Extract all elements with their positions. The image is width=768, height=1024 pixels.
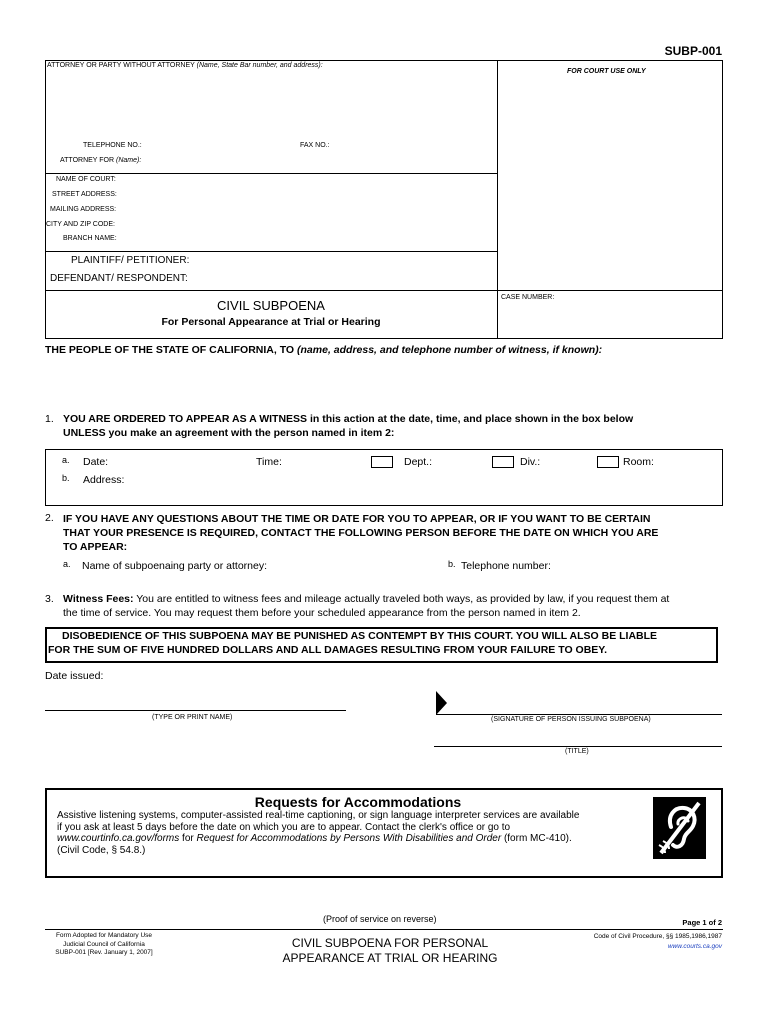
div-label: Div.: bbox=[520, 456, 541, 468]
item2-line1: IF YOU HAVE ANY QUESTIONS ABOUT THE TIME OR DATE FOR YOU TO APPEAR, OR IF YOU WANT TO BE CERTAIN bbox=[63, 513, 651, 525]
dept-checkbox[interactable] bbox=[371, 456, 393, 468]
form-title: CIVIL SUBPOENA bbox=[217, 298, 325, 313]
date-issued-label: Date issued: bbox=[45, 670, 104, 682]
item2-a: a. bbox=[63, 559, 71, 569]
accommodations-form-ref: (form MC-410). bbox=[501, 833, 572, 844]
defendant-label: DEFENDANT/ RESPONDENT: bbox=[50, 273, 188, 284]
court-use-label: FOR COURT USE ONLY bbox=[567, 68, 646, 75]
time-label: Time: bbox=[256, 456, 282, 468]
item1-b: b. bbox=[62, 473, 70, 483]
item2-b-text: Telephone number: bbox=[461, 560, 551, 572]
name-of-court-label: NAME OF COURT: bbox=[56, 176, 116, 183]
witness-fees-label: Witness Fees: bbox=[63, 593, 134, 605]
attorney-for-hint: (Name): bbox=[116, 157, 142, 164]
footer-code-text: Code of Civil Procedure, §§ 1985,1986,1987 bbox=[593, 933, 722, 940]
footer-adopted-line2: Judicial Council of California bbox=[63, 940, 145, 948]
footer-title-line2: APPEARANCE AT TRIAL OR HEARING bbox=[282, 951, 498, 965]
form-subtitle: For Personal Appearance at Trial or Hearing bbox=[161, 316, 381, 328]
mailing-address-label: MAILING ADDRESS: bbox=[50, 206, 117, 213]
item1-number: 1. bbox=[45, 413, 54, 425]
telephone-label: TELEPHONE NO.: bbox=[83, 142, 142, 149]
courts-website-link[interactable]: www.courts.ca.gov bbox=[667, 943, 722, 950]
case-number-label: CASE NUMBER: bbox=[501, 294, 555, 301]
item2-number: 2. bbox=[45, 512, 54, 524]
footer-title bbox=[230, 936, 550, 966]
accommodations-line2: if you ask at least 5 days before the date on which you are to appear. Contact the clerk's office or go to bbox=[57, 821, 511, 833]
dept-label: Dept.: bbox=[404, 456, 433, 468]
hearing-assistance-icon bbox=[653, 797, 706, 859]
footer-rule bbox=[45, 929, 723, 930]
accommodations-text bbox=[57, 810, 579, 856]
item2-line2: THAT YOUR PRESENCE IS REQUIRED, CONTACT THE FOLLOWING PERSON BEFORE THE DATE ON WHICH YOU ARE bbox=[63, 527, 659, 539]
fax-label: FAX NO.: bbox=[300, 142, 330, 149]
page-number: Page 1 of 2 bbox=[682, 918, 722, 927]
courtinfo-link[interactable]: www.courtinfo.ca.gov/forms bbox=[57, 833, 180, 844]
address-label: Address: bbox=[83, 474, 125, 486]
accommodations-line3 bbox=[57, 833, 579, 845]
item3-number: 3. bbox=[45, 593, 54, 605]
room-label: Room: bbox=[623, 456, 654, 468]
people-line-hint: (name, address, and telephone number of witness, if known): bbox=[297, 344, 603, 356]
branch-name-label: BRANCH NAME: bbox=[63, 235, 117, 242]
footer-adopted-line3: SUBP-001 [Rev. January 1, 2007] bbox=[55, 949, 153, 956]
footer-title-line1: CIVIL SUBPOENA FOR PERSONAL bbox=[291, 936, 489, 950]
title-line[interactable] bbox=[434, 746, 722, 747]
attorney-header bbox=[47, 62, 323, 69]
title-label: (TITLE) bbox=[565, 748, 589, 755]
footer-code bbox=[594, 932, 722, 952]
attorney-header-hint: (Name, State Bar number, and address): bbox=[196, 62, 323, 69]
attorney-header-label: ATTORNEY OR PARTY WITHOUT ATTORNEY bbox=[47, 62, 195, 69]
rule-attorney bbox=[45, 173, 497, 174]
form-id: SUBP-001 bbox=[664, 44, 722, 58]
item1-line2: UNLESS you make an agreement with the person named in item 2: bbox=[63, 427, 395, 439]
people-line-text: THE PEOPLE OF THE STATE OF CALIFORNIA, TO bbox=[45, 344, 298, 356]
item2-b: b. bbox=[448, 559, 456, 569]
item1-line1: YOU ARE ORDERED TO APPEAR AS A WITNESS in this action at the date, time, and place shown in the box below bbox=[63, 413, 634, 425]
rule-parties bbox=[45, 290, 723, 291]
plaintiff-label: PLAINTIFF/ PETITIONER: bbox=[71, 255, 190, 266]
type-name-label: (TYPE OR PRINT NAME) bbox=[152, 714, 233, 721]
attorney-for-label bbox=[60, 157, 141, 164]
accommodations-line4: (Civil Code, § 54.8.) bbox=[57, 844, 146, 856]
accommodations-line1: Assistive listening systems, computer-assisted real-time captioning, or sign language interpreter services are available bbox=[57, 810, 580, 821]
type-name-line bbox=[45, 710, 346, 711]
item1-a: a. bbox=[62, 455, 70, 465]
item3-line1-wrap bbox=[63, 593, 669, 605]
item2-line3: TO APPEAR: bbox=[63, 541, 128, 553]
warning-line2: FOR THE SUM OF FIVE HUNDRED DOLLARS AND ALL DAMAGES RESULTING FROM YOUR FAILURE TO OBEY. bbox=[48, 644, 608, 656]
footer-adopted bbox=[45, 932, 163, 958]
signature-label: (SIGNATURE OF PERSON ISSUING SUBPOENA) bbox=[491, 716, 651, 723]
warning-line1: DISOBEDIENCE OF THIS SUBPOENA MAY BE PUNISHED AS CONTEMPT BY THIS COURT. YOU WILL ALSO BE LIABLE bbox=[62, 630, 658, 642]
signature-arrow-icon bbox=[436, 691, 448, 715]
attorney-for-text: ATTORNEY FOR bbox=[60, 157, 115, 164]
accommodations-heading: Requests for Accommodations bbox=[254, 794, 462, 810]
room-checkbox[interactable] bbox=[597, 456, 619, 468]
street-address-label: STREET ADDRESS: bbox=[52, 191, 117, 198]
city-zip-label: CITY AND ZIP CODE: bbox=[46, 221, 115, 228]
accommodations-mid: for bbox=[179, 833, 197, 844]
date-label: Date: bbox=[83, 456, 109, 468]
div-checkbox[interactable] bbox=[492, 456, 514, 468]
people-line bbox=[45, 344, 602, 356]
item3-line1: You are entitled to witness fees and mileage actually traveled both ways, as provided by law, if you request them at bbox=[133, 593, 670, 605]
item2-a-text: Name of subpoenaing party or attorney: bbox=[82, 560, 268, 572]
caption-divider bbox=[497, 60, 498, 339]
signature-line[interactable] bbox=[436, 714, 722, 715]
proof-of-service-note: (Proof of service on reverse) bbox=[323, 914, 437, 924]
rule-court bbox=[45, 251, 497, 252]
footer-adopted-line1: Form Adopted for Mandatory Use bbox=[55, 932, 153, 939]
item3-line2: the time of service. You may request them before your scheduled appearance from the person named in item 2. bbox=[63, 607, 581, 619]
accommodations-form-title: Request for Accommodations by Persons With Disabilities and Order bbox=[196, 833, 502, 844]
